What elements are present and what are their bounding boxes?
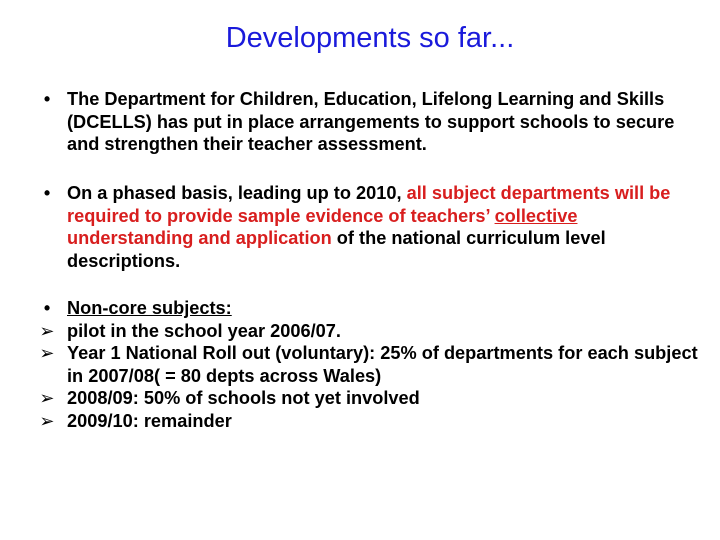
arrow-bullet-icon [27,387,67,410]
text-emphasis: understanding and application [67,228,332,248]
bullet-text [67,182,707,272]
slide-title: Developments so far... [225,22,515,54]
bullet-non-core [27,297,707,432]
bullet-dcells [27,88,707,156]
arrow-bullet-icon [27,320,67,343]
bullet-text: The Department for Children, Education, Lifelong Learning and Skills (DCELLS) has put in place arrangements to support schools to secure and strengthen their teacher assessment. [67,89,675,154]
arrow-bullet-icon [27,342,67,387]
section-heading: Non-core subjects: [67,298,232,318]
text-emphasis-underlined: collective [494,205,578,226]
bullet-dot-icon [27,182,67,272]
bullet-dot-icon [27,297,67,320]
list-item: Year 1 National Roll out (voluntary): 25% of departments for each subject in 2007/08( = 80 depts across Wales) [67,343,698,386]
bullet-dot-icon [27,88,67,156]
bullet-phased-basis [27,182,707,272]
list-item: pilot in the school year 2006/07. [67,320,341,341]
text-plain: of the national curriculum level descriptions. [67,228,606,271]
text-plain: On a phased basis, leading up to 2010, [67,183,407,203]
text-emphasis: all subject departments will be required to provide sample evidence of teachers’ [67,183,671,226]
list-item: 2009/10: remainder [67,410,232,431]
list-item: 2008/09: 50% of schools not yet involved [67,388,420,408]
arrow-bullet-icon [27,410,67,433]
